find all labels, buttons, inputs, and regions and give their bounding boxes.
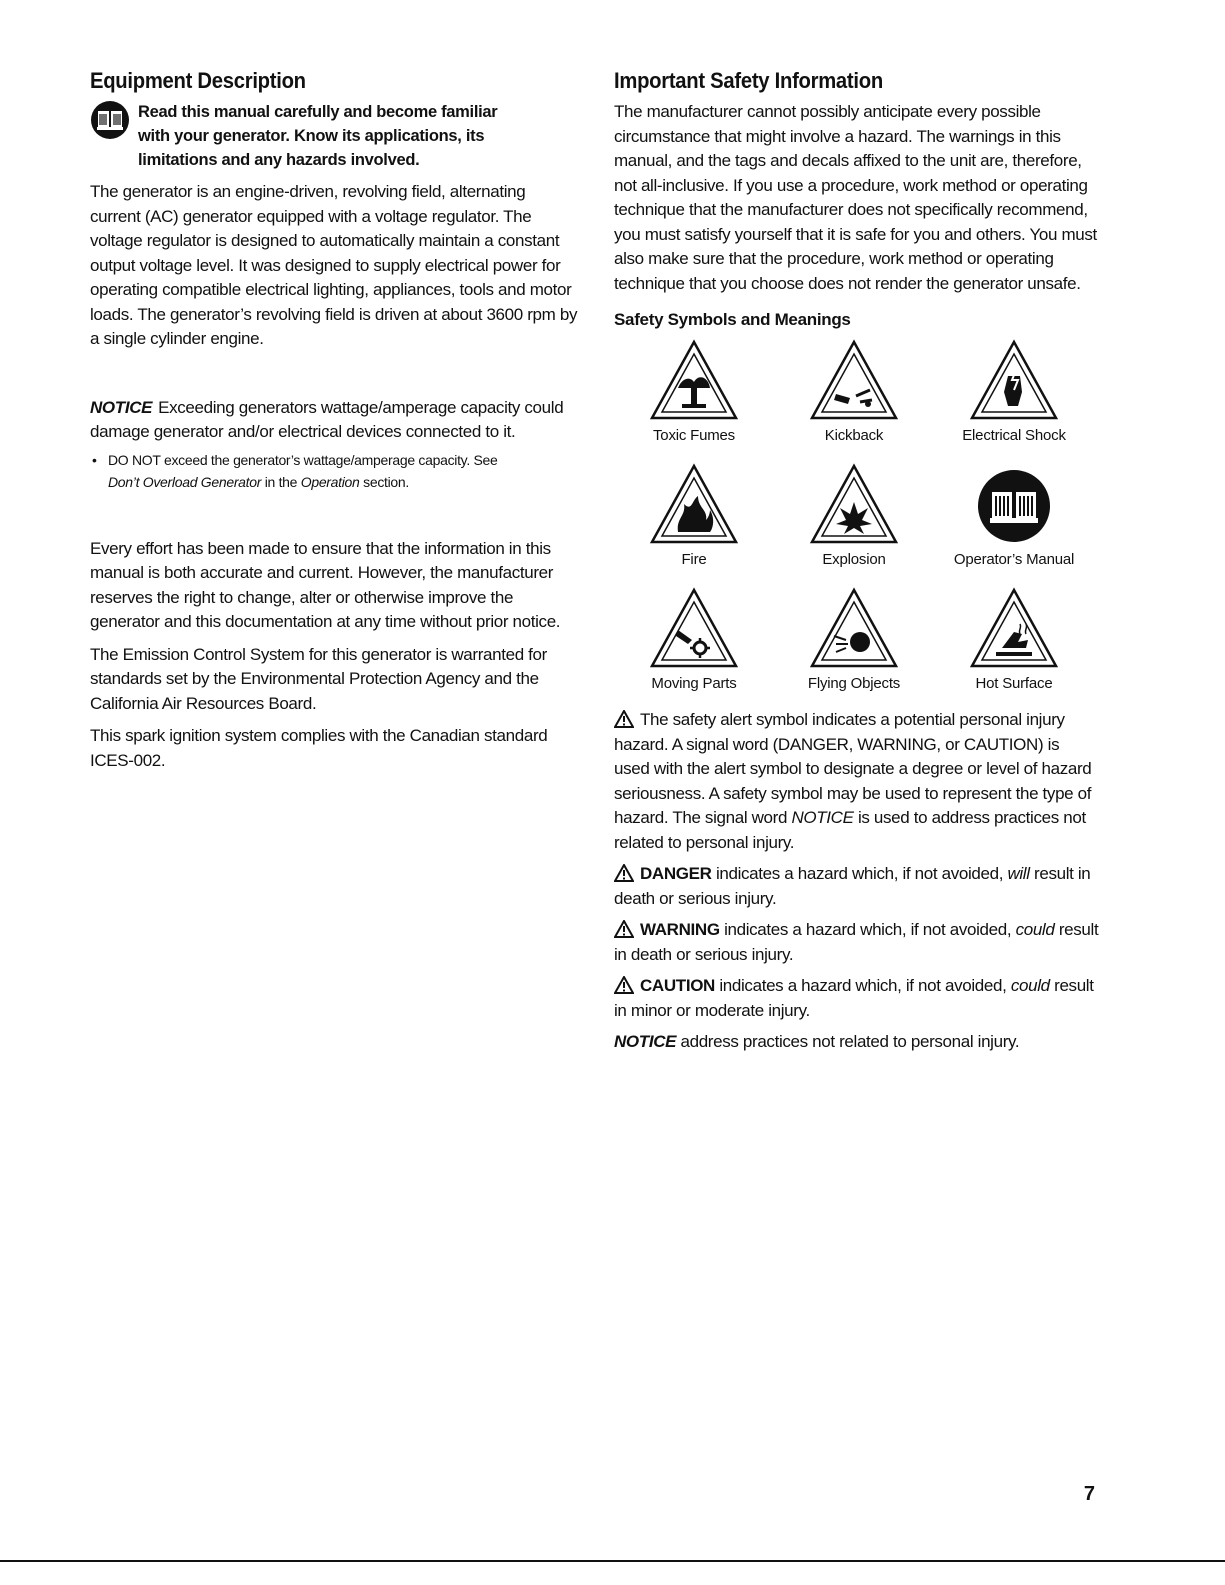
operators-manual-icon [90, 100, 130, 140]
read-manual-line-1: Read this manual carefully and become familiar [138, 103, 498, 121]
safety-symbols-grid [614, 338, 1099, 694]
symbol-label: Moving Parts [651, 675, 737, 692]
symbol-label: Explosion [822, 551, 886, 568]
notice-text: Exceeding generators wattage/amperage capacity could damage generator and/or electrical devices connected to it. [90, 397, 564, 441]
symbol-label: Fire [681, 551, 707, 568]
kickback-icon [808, 338, 900, 422]
flying-objects-icon [808, 586, 900, 670]
safety-alert-icon [614, 920, 634, 938]
symbol-label: Toxic Fumes [653, 427, 735, 444]
symbol-moving-parts [614, 586, 774, 694]
emission-paragraph: The Emission Control System for this generator is warranted for standards set by the Environmental Protection Agency and the California Air Resources Board. [90, 644, 547, 713]
notice-term: NOTICE [791, 808, 854, 827]
symbol-hot-surface [934, 586, 1094, 694]
bullet-text: DO NOT exceed the generator’s wattage/amperage capacity. See [108, 451, 498, 468]
caution-emphasis: could [1010, 976, 1050, 995]
warning-definition [614, 918, 1099, 967]
bullet-reference-overload: Don’t Overload Generator [108, 473, 262, 490]
bullet-text-end: section. [359, 473, 409, 490]
explosion-icon [808, 462, 900, 546]
safety-alert-icon [614, 864, 634, 882]
safety-alert-text-end: is used to address practices not related to personal injury. [614, 808, 1086, 852]
symbol-explosion [774, 462, 934, 570]
signal-word-definitions [614, 708, 1099, 1055]
symbol-toxic-fumes [614, 338, 774, 446]
warning-text: indicates a hazard which, if not avoided, [719, 920, 1016, 939]
symbol-label: Kickback [824, 427, 884, 444]
bullet-reference-operation: Operation [300, 473, 360, 490]
notice-paragraph [90, 396, 580, 445]
safety-intro: The manufacturer cannot possibly anticipate every possible circumstance that might involve a hazard. The warnings in this manual, and the tags and decals affixed to the unit are, therefore, not all-inclusive. If you use a procedure, work method or operating technique that the manufacturer does not specifically recommend, you must satisfy yourself that it is safe for you and others. You must also make sure that the procedure, work method or operating technique that you choose does not render the generator unsafe. [614, 102, 1097, 293]
caution-text: indicates a hazard which, if not avoided, [715, 976, 1011, 995]
safety-alert-text: The safety alert symbol indicates a potential personal injury hazard. A signal word (DANGER, WARNING, or CAUTION) is used with the alert symbol to designate a degree or level of hazard seriousness. A safety symbol may be used to represent the type of hazard. The signal word [614, 710, 1092, 827]
important-safety-section [614, 68, 1099, 1055]
bullet-text-mid: in the [261, 473, 301, 490]
safety-alert-icon [614, 976, 634, 994]
hot-surface-icon [968, 586, 1060, 670]
safety-alert-paragraph [614, 708, 1099, 855]
danger-emphasis: will [1007, 864, 1030, 883]
page-number: 7 [1083, 1483, 1095, 1505]
warning-label: WARNING [640, 920, 720, 939]
symbol-label: Hot Surface [975, 675, 1053, 692]
danger-text-end: result in death or serious injury. [614, 864, 1091, 908]
symbol-flying-objects [774, 586, 934, 694]
toxic-fumes-icon [648, 338, 740, 422]
safety-alert-icon [614, 710, 634, 728]
caution-definition [614, 974, 1099, 1023]
symbol-label: Flying Objects [807, 675, 901, 692]
symbol-label: Operator’s Manual [953, 551, 1075, 568]
important-safety-heading: Important Safety Information [614, 68, 883, 93]
notice-label: NOTICE [614, 1032, 677, 1051]
danger-definition [614, 862, 1099, 911]
spark-ignition-paragraph: This spark ignition system complies with the Canadian standard ICES-002. [90, 726, 548, 770]
equipment-description-section [90, 68, 580, 773]
safety-symbols-heading: Safety Symbols and Meanings [614, 310, 851, 329]
symbol-fire [614, 462, 774, 570]
caution-text-end: result in minor or moderate injury. [614, 976, 1094, 1020]
warning-text-end: result in death or serious injury. [614, 920, 1099, 964]
symbol-kickback [774, 338, 934, 446]
notice-definition-text: address practices not related to personal injury. [676, 1032, 1020, 1051]
warning-emphasis: could [1015, 920, 1055, 939]
notice-definition [614, 1030, 1099, 1055]
electrical-shock-icon [968, 338, 1060, 422]
symbol-operators-manual [934, 462, 1094, 570]
read-manual-line-3: limitations and any hazards involved. [138, 151, 420, 169]
notice-label: NOTICE [90, 397, 153, 417]
notice-bullet [90, 449, 580, 493]
danger-label: DANGER [640, 864, 712, 883]
symbol-electrical-shock [934, 338, 1094, 446]
equipment-description-heading: Equipment Description [90, 68, 306, 93]
danger-text: indicates a hazard which, if not avoided, [711, 864, 1008, 883]
moving-parts-icon [648, 586, 740, 670]
read-manual-callout [90, 100, 580, 172]
read-manual-line-2: with your generator. Know its applications, its [138, 127, 485, 145]
generator-description: The generator is an engine-driven, revolving field, alternating current (AC) generator equipped with a voltage regulator. The voltage regulator is designed to automatically maintain a constant output voltage level. It was designed to supply electrical power for operating compatible electrical lighting, appliances, tools and motor loads. The generator’s revolving field is driven at about 3600 rpm by a single cylinder engine. [90, 182, 578, 348]
symbol-label: Electrical Shock [962, 427, 1066, 444]
fire-icon [648, 462, 740, 546]
page-bottom-rule [0, 1560, 1225, 1562]
accuracy-paragraph: Every effort has been made to ensure that the information in this manual is both accurate and current. However, the manufacturer reserves the right to change, alter or otherwise improve the generator and this documentation at any time without prior notice. [90, 538, 561, 631]
caution-label: CAUTION [640, 976, 715, 995]
operators-manual-icon [968, 462, 1060, 546]
